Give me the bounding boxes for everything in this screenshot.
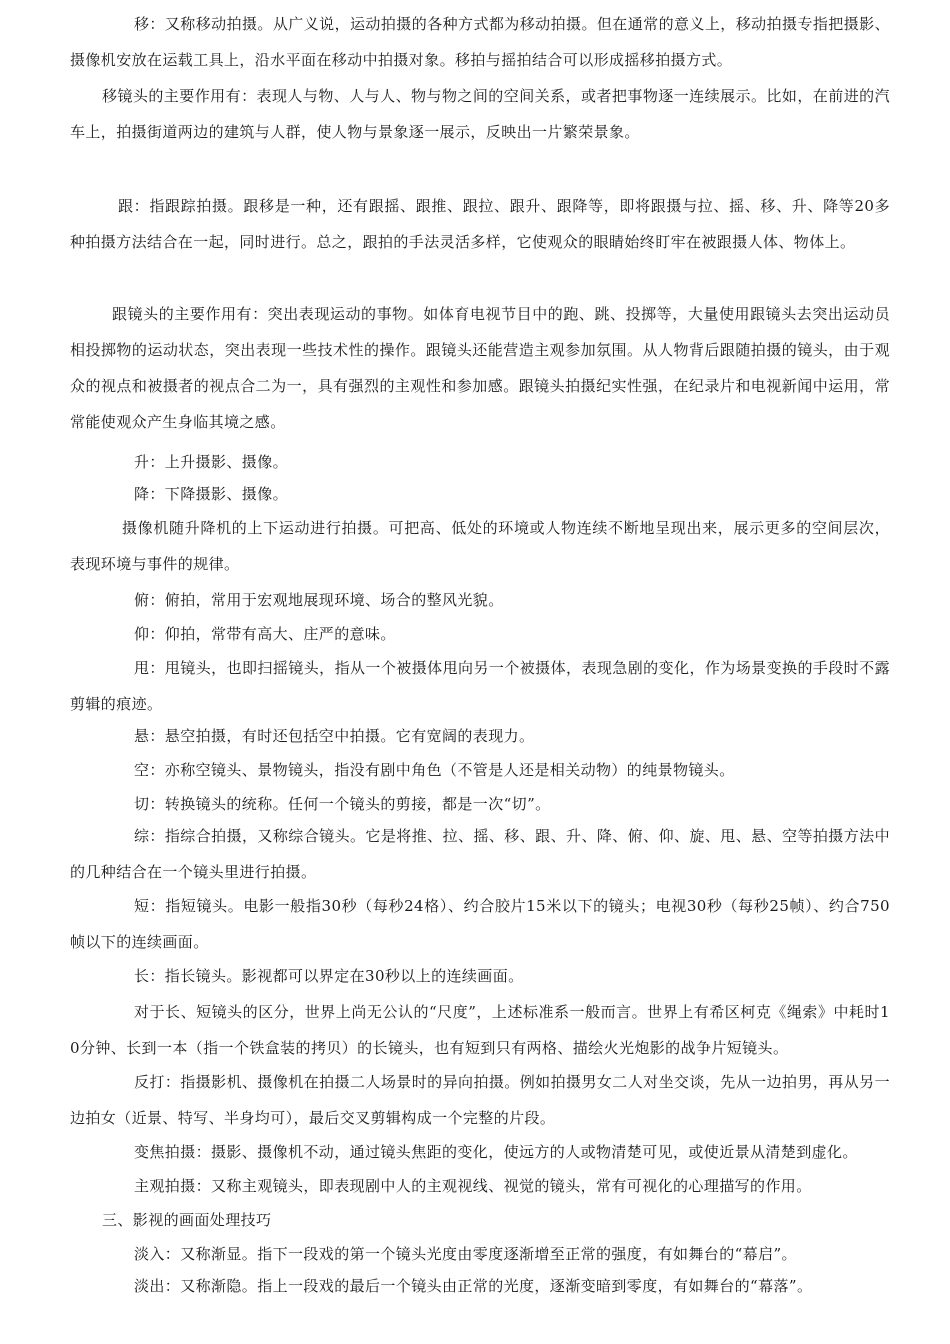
paragraph-short-shot: 短：指短镜头。电影一般指30秒（每秒24格）、约合胶片15米以下的镜头；电视30秒（每秒25帧）、约合750帧以下的连续画面。 (70, 897, 890, 951)
paragraph-aerial: 悬：悬空拍摄，有时还包括空中拍摄。它有宽阔的表现力。 (134, 727, 535, 745)
paragraph-shot-length: 对于长、短镜头的区分，世界上尚无公认的“尺度”，上述标准系一般而言。世界上有希区柯克《绳索》中耗时10分钟、长到一本（指一个铁盒装的拷贝）的长镜头，也有短到只有两格、描绘火光炮影的战争片短镜头。 (70, 1003, 890, 1057)
paragraph-combined-shot: 综：指综合拍摄，又称综合镜头。它是将推、拉、摇、移、跟、升、降、俯、仰、旋、甩、悬、空等拍摄方法中的几种结合在一个镜头里进行拍摄。 (70, 827, 890, 881)
paragraph-follow-shot-function: 跟镜头的主要作用有：突出表现运动的事物。如体育电视节目中的跑、跳、投掷等，大量使用跟镜头去突出运动员相投掷物的运动状态，突出表现一些技术性的操作。跟镜头还能营造主观参加氛围。从人物背后跟随拍摄的镜头，由于观众的视点和被摄者的视点合二为一，具有强烈的主观性和参加感。跟镜头拍摄纪实性强，在纪录片和电视新闻中运用，常常能使观众产生身临其境之感。 (70, 305, 890, 431)
paragraph-fade-in: 淡入：又称渐显。指下一段戏的第一个镜头光度由零度逐渐增至正常的强度，有如舞台的“幕启”。 (134, 1245, 797, 1263)
paragraph-empty-shot: 空：亦称空镜头、景物镜头，指没有剧中角色（不管是人还是相关动物）的纯景物镜头。 (134, 761, 735, 779)
paragraph-fade-out: 淡出：又称渐隐。指上一段戏的最后一个镜头由正常的光度，逐渐变暗到零度，有如舞台的“幕落”。 (134, 1277, 813, 1295)
paragraph-long-shot: 长：指长镜头。影视都可以界定在30秒以上的连续画面。 (134, 967, 524, 985)
paragraph-pov-shot: 主观拍摄：又称主观镜头，即表现剧中人的主观视线、视觉的镜头，常有可视化的心理描写的作用。 (134, 1177, 812, 1195)
paragraph-reverse-shot: 反打：指摄影机、摄像机在拍摄二人场景时的异向拍摄。例如拍摄男女二人对坐交谈，先从一边拍男，再从另一边拍女（近景、特写、半身均可），最后交叉剪辑构成一个完整的片段。 (70, 1073, 890, 1127)
paragraph-move-shot: 移：又称移动拍摄。从广义说，运动拍摄的各种方式都为移动拍摄。但在通常的意义上，移动拍摄专指把摄影、摄像机安放在运载工具上，沿水平面在移动中拍摄对象。移拍与摇拍结合可以形成摇移拍摄方式。 (70, 15, 890, 69)
paragraph-follow-shot: 跟：指跟踪拍摄。跟移是一种，还有跟摇、跟推、跟拉、跟升、跟降等，即将跟摄与拉、摇、移、升、降等20多种拍摄方法结合在一起，同时进行。总之，跟拍的手法灵活多样，它使观众的眼睛始终盯牢在被跟摄人体、物体上。 (70, 197, 890, 251)
paragraph-descend: 降：下降摄影、摄像。 (134, 485, 289, 503)
paragraph-cut: 切：转换镜头的统称。任何一个镜头的剪接，都是一次“切”。 (134, 795, 551, 813)
paragraph-high-angle: 俯：俯拍，常用于宏观地展现环境、场合的整风光貌。 (134, 591, 504, 609)
paragraph-low-angle: 仰：仰拍，常带有高大、庄严的意味。 (134, 625, 396, 643)
paragraph-zoom: 变焦拍摄：摄影、摄像机不动，通过镜头焦距的变化，使远方的人或物清楚可见，或使近景从清楚到虚化。 (134, 1143, 858, 1161)
section-heading: 三、影视的画面处理技巧 (102, 1211, 272, 1229)
paragraph-crane-shot: 摄像机随升降机的上下运动进行拍摄。可把高、低处的环境或人物连续不断地呈现出来，展示更多的空间层次，表现环境与事件的规律。 (70, 519, 890, 573)
paragraph-rise: 升：上升摄影、摄像。 (134, 453, 289, 471)
paragraph-whip-pan: 甩：甩镜头，也即扫摇镜头，指从一个被摄体甩向另一个被摄体，表现急剧的变化，作为场景变换的手段时不露剪辑的痕迹。 (70, 659, 890, 713)
paragraph-move-shot-function: 移镜头的主要作用有：表现人与物、人与人、物与物之间的空间关系，或者把事物逐一连续展示。比如，在前进的汽车上，拍摄街道两边的建筑与人群，使人物与景象逐一展示，反映出一片繁荣景象。 (70, 87, 890, 141)
